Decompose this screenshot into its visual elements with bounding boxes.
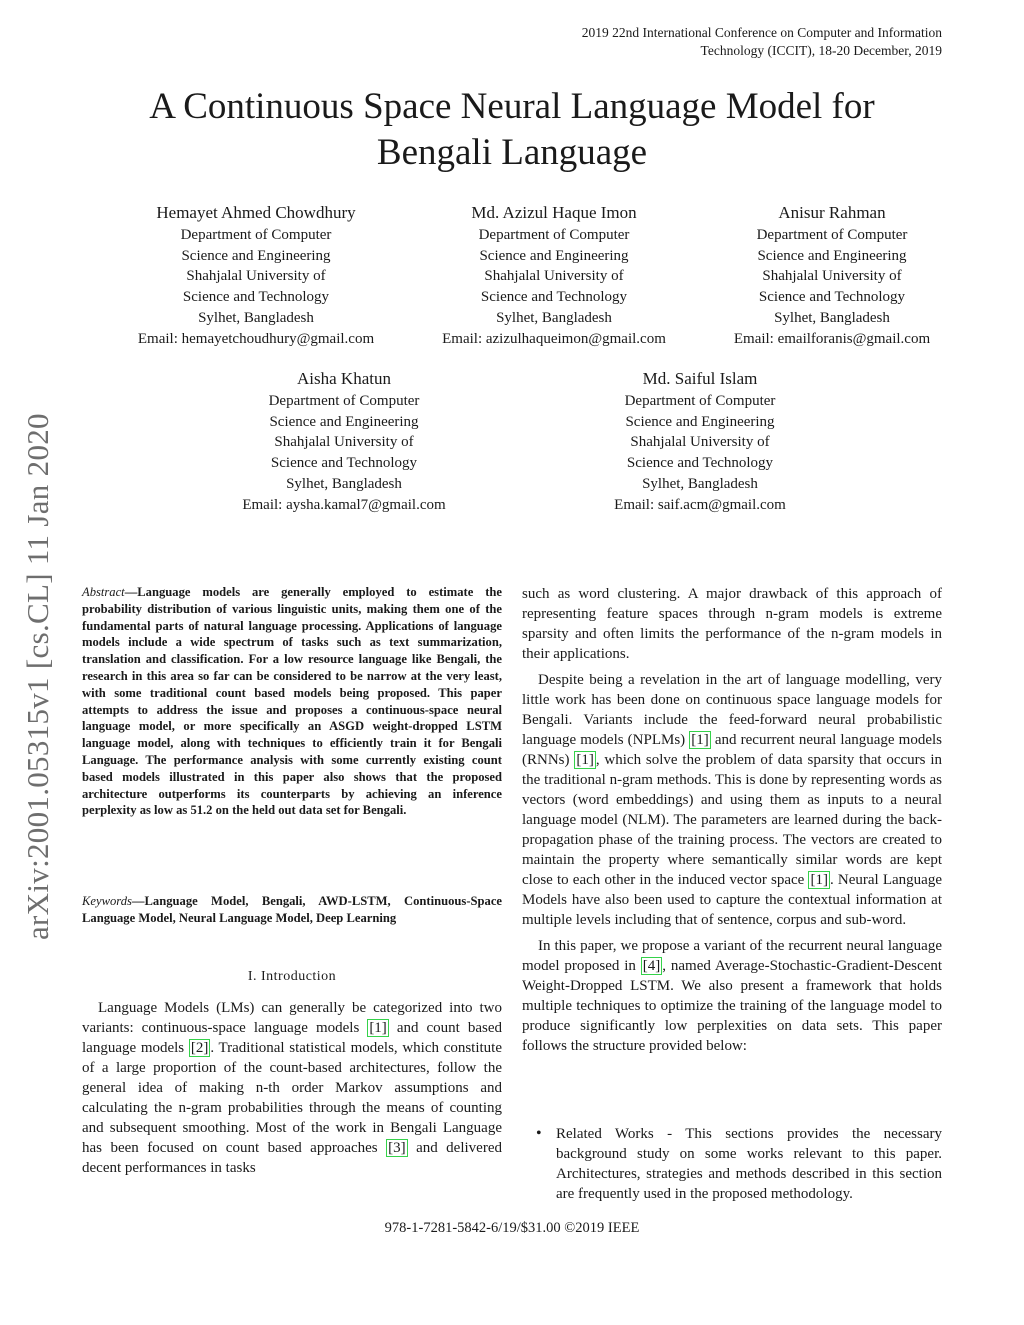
- paper-title: [60, 84, 964, 176]
- author-block-1: [106, 202, 406, 349]
- author-university-line-1: Shahjalal University of: [630, 434, 770, 451]
- conference-line-1: 2019 22nd International Conference on Computer and Information: [581, 25, 942, 40]
- text-run: , which solve the problem of data sparsity that occurs in the traditional n-gram methods. This is done by representing words as vectors (word embeddings) and using them as inputs to a neural language model (NLM). The parameters are learned during the back-propagation phase of the training process. The vectors are created to maintain the property where semantically similar words are kept close to each other in the induced vector space: [522, 752, 942, 888]
- author-email: Email: aysha.kamal7@gmail.com: [242, 496, 446, 513]
- text-run: . Neural Language Models have also been used to capture the contextual information at multiple levels including that of sentence, corpus and sub-word.: [522, 872, 942, 928]
- author-university-line-1: Shahjalal University of: [762, 268, 902, 285]
- author-dept-line-2: Science and Engineering: [181, 247, 331, 264]
- author-name: Hemayet Ahmed Chowdhury: [156, 203, 356, 222]
- author-location: Sylhet, Bangladesh: [642, 475, 758, 492]
- abstract: Abstract—Language models are generally employed to estimate the probability distribution of various linguistic units, making them one of the fundamental parts of natural language processing. Applications of language models include a wide spectrum of tasks such as text summarization, translation and classification. For a low resource language like Bengali, the research in this area so far can be considered to be narrow at the very least, with some traditional count based models being proposed. This paper attempts to address the issue and proposes a continuous-space neural language model, or more specifically an ASGD weight-dropped LSTM language model, along with techniques to efficiently train it for Bengali Language. The performance analysis with some currently existing count based models illustrated in this paper also shows that the proposed architecture outperforms its counterparts by achieving an inference perplexity as low as 51.2 on the held out data set for Bengali.: [82, 585, 502, 818]
- author-university-line-2: Science and Technology: [758, 289, 906, 306]
- text-run: Language Models (LMs) can generally be categorized into two variants: continuous-space language models: [82, 1000, 502, 1036]
- author-university-line-2: Science and Technology: [182, 289, 330, 306]
- author-email: Email: azizulhaqueimon@gmail.com: [442, 330, 666, 347]
- right-paragraph-2: [522, 670, 942, 930]
- author-location: Sylhet, Bangladesh: [774, 309, 890, 326]
- author-block-2: [404, 202, 704, 349]
- text-run: , named Average-Stochastic-Gradient-Descent Weight-Dropped LSTM. We also present a framework that holds multiple techniques to optimize the training of the language model to produce significantly low perplexities on data sets. This paper follows the structure provided below:: [522, 958, 942, 1054]
- right-paragraph-1: such as word clustering. A major drawback of this approach of representing feature spaces through n-gram models is extreme sparsity and often limits the performance of the n-gram models in their applications.: [522, 586, 942, 662]
- text-run: Despite being a revelation in the art of language modelling, very little work has been done on continuous space language models for Bengali. Variants include the feed-forward neural probabilistic language models (NPLMs): [522, 672, 942, 748]
- author-university-line-2: Science and Technology: [270, 455, 418, 472]
- citation-link[interactable]: [2]: [190, 1040, 209, 1056]
- author-university-line-1: Shahjalal University of: [274, 434, 414, 451]
- abstract-label: Abstract: [82, 585, 125, 599]
- citation-link[interactable]: [1]: [810, 872, 828, 888]
- bullet-item-related-works: [522, 1124, 942, 1204]
- text-run: In this paper, we propose a variant of the recurrent neural language model proposed in: [522, 938, 942, 974]
- footer-isbn: 978-1-7281-5842-6/19/$31.00 ©2019 IEEE: [384, 1220, 640, 1236]
- title-line-2: Bengali Language: [376, 132, 648, 173]
- text-run: . Traditional statistical models, which constitute of a large proportion of the count-based architectures, follow the general idea of making n-th order Markov assumptions and calculating the n-gram probabilities through the means of counting and subsequent smoothing. Most of the work in Bengali Language has been focused on count based approaches: [82, 1040, 502, 1156]
- bullet-text: Related Works - This sections provides the necessary background study on some works relevant to this paper. Architectures, strategies and methods described in this section are frequently used in the proposed methodology.: [556, 1126, 942, 1202]
- citation-link[interactable]: [1]: [691, 732, 709, 748]
- citation-link[interactable]: [3]: [388, 1140, 406, 1156]
- author-dept-line-2: Science and Engineering: [479, 247, 629, 264]
- author-university-line-1: Shahjalal University of: [186, 268, 326, 285]
- citation-link[interactable]: [4]: [642, 958, 661, 974]
- keywords: Keywords—Language Model, Bengali, AWD-LSTM, Continuous-Space Language Model, Neural Language Model, Deep Learning: [82, 894, 502, 925]
- author-name: Anisur Rahman: [778, 203, 886, 222]
- author-dept-line-1: Department of Computer: [478, 227, 630, 243]
- text-run: and delivered decent performances in tasks: [82, 1140, 502, 1176]
- abstract-text: Language models are generally employed to estimate the probability distribution of various linguistic units, making them one of the fundamental parts of natural language processing. Applications of language models include a wide spectrum of tasks such as text summarization, translation and classification. For a low resource language like Bengali, the research in this area so far can be considered to be narrow at the very least, with some traditional count based models being proposed. This paper attempts to address the issue and proposes a continuous-space neural language model, or more specifically an ASGD weight-dropped LSTM language model, along with techniques to efficiently train it for Bengali Language. The performance analysis with some currently existing count based models illustrated in this paper also shows that the proposed architecture outperforms its counterparts by achieving an inference perplexity as low as 51.2 on the held out data set for Bengali.: [82, 585, 502, 818]
- author-university-line-2: Science and Technology: [480, 289, 628, 306]
- author-dept-line-1: Department of Computer: [180, 227, 332, 243]
- left-column-body: [82, 998, 502, 1184]
- keywords-label: Keywords: [82, 894, 132, 908]
- intro-paragraph-1: [82, 998, 502, 1178]
- author-dept-line-1: Department of Computer: [268, 393, 420, 409]
- author-email: Email: hemayetchoudhury@gmail.com: [137, 330, 375, 347]
- arxiv-stamp: arXiv:2001.05315v1 [cs.CL] 11 Jan 2020: [20, 413, 55, 940]
- author-university-line-1: Shahjalal University of: [484, 268, 624, 285]
- section-heading-introduction: I. Introduction: [247, 969, 337, 984]
- author-name: Md. Azizul Haque Imon: [471, 203, 637, 222]
- author-block-5: [550, 368, 850, 515]
- author-name: Md. Saiful Islam: [642, 369, 758, 388]
- right-column-body: [522, 584, 942, 1062]
- author-block-4: [194, 368, 494, 515]
- author-dept-line-2: Science and Engineering: [269, 413, 419, 430]
- keywords-text: Language Model, Bengali, AWD-LSTM, Continuous-Space Language Model, Neural Language Model, Deep Learning: [82, 894, 502, 925]
- author-email: Email: emailforanis@gmail.com: [733, 330, 931, 347]
- author-location: Sylhet, Bangladesh: [286, 475, 402, 492]
- bullet-icon: •: [536, 1125, 542, 1142]
- conference-header: [582, 24, 942, 60]
- author-name: Aisha Khatun: [297, 369, 391, 388]
- author-email: Email: saif.acm@gmail.com: [614, 496, 786, 513]
- author-location: Sylhet, Bangladesh: [496, 309, 612, 326]
- author-university-line-2: Science and Technology: [626, 455, 774, 472]
- text-run: and count based language models: [82, 1020, 502, 1056]
- title-line-1: A Continuous Space Neural Language Model for: [149, 86, 875, 127]
- author-dept-line-2: Science and Engineering: [625, 413, 775, 430]
- author-location: Sylhet, Bangladesh: [198, 309, 314, 326]
- author-block-3: [700, 202, 964, 349]
- author-dept-line-1: Department of Computer: [624, 393, 776, 409]
- text-run: and recurrent neural language models (RNNs): [522, 732, 943, 768]
- author-dept-line-1: Department of Computer: [756, 227, 908, 243]
- author-dept-line-2: Science and Engineering: [757, 247, 907, 264]
- conference-line-2: Technology (ICCIT), 18-20 December, 2019: [700, 43, 942, 58]
- citation-link[interactable]: [1]: [369, 1020, 387, 1036]
- right-paragraph-3: [522, 936, 942, 1056]
- citation-link[interactable]: [1]: [576, 752, 594, 768]
